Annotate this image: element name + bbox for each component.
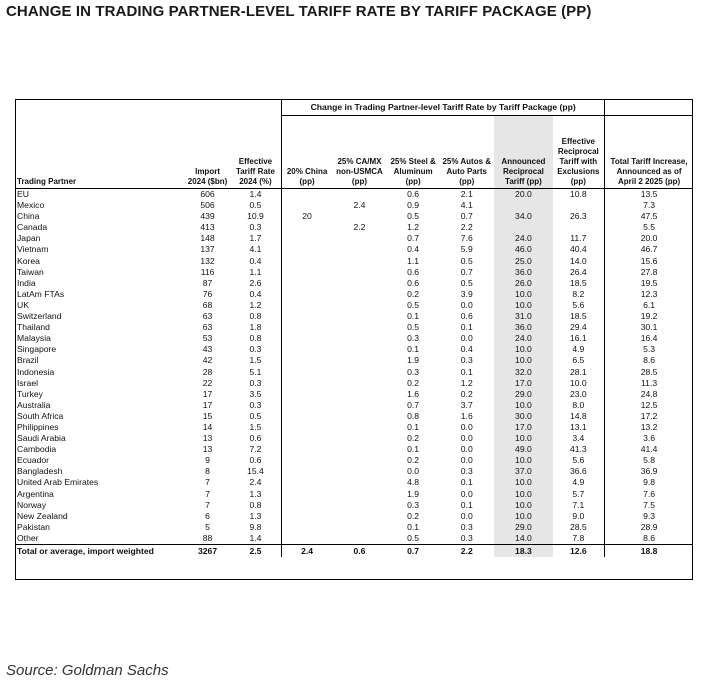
row-label: Turkey [17,388,43,399]
column-header: 25% Autos & Auto Parts (pp) [439,116,494,189]
table-cell: 5.9 [460,244,473,255]
table-cell: 0.1 [407,421,420,432]
table-cell: 0.8 [249,499,262,510]
table-cell: 3267 [185,545,229,558]
table-cell: 34.0 [494,211,552,222]
table-cell: 0.8 [249,333,262,344]
table-cell: 6 [205,510,210,521]
table-cell: 0.7 [387,545,439,558]
table-cell: 7 [205,477,210,488]
table-cell: 20.0 [494,189,552,201]
table-cell: 12.3 [605,289,693,300]
table-cell: 11.7 [570,233,587,244]
table-cell: 4.9 [572,477,585,488]
table-cell: 18.8 [605,545,693,558]
table-cell: 28.1 [569,366,587,377]
table-cell: 0.7 [460,266,473,277]
table-cell: 31.0 [494,311,552,322]
table-cell: 0.1 [407,521,420,532]
row-label: Ecuador [17,455,50,466]
table-cell: 14.0 [494,533,552,545]
row-label: Philippines [17,421,59,432]
table-cell: 10.0 [569,377,587,388]
table-cell: 1.1 [249,266,262,277]
table-cell: 0.4 [249,288,262,299]
table-cell: 1.2 [249,299,262,310]
row-label: China [17,211,40,222]
table-cell: 9.3 [605,511,693,522]
table-cell: 0.3 [460,532,473,543]
table-cell: 0.3 [460,521,473,532]
table-cell: 0.0 [460,299,473,310]
table-cell: 2.2 [439,545,494,558]
table-cell: 28 [202,366,213,377]
table-cell: 0.5 [407,211,420,222]
table-cell: 148 [200,233,215,244]
table-cell: 7.1 [572,499,585,510]
table-cell: 10.0 [494,355,552,366]
table-cell: 9.8 [605,477,693,488]
table-cell: 0.2 [407,433,420,444]
table-cell: 3.5 [249,388,262,399]
table-cell: 10.0 [494,455,552,466]
table-cell: 4.9 [572,344,585,355]
table-cell: 7 [205,488,210,499]
table-cell: 17.2 [605,411,693,422]
table-cell: 29.0 [494,522,552,533]
table-cell: 0.3 [407,366,420,377]
table-cell: 29.0 [494,389,552,400]
row-label: Taiwan [17,266,44,277]
row-label: Cambodia [17,444,57,455]
table-cell: 10.0 [494,477,552,488]
table-cell: 46.0 [494,244,552,255]
table-cell: 1.4 [249,189,262,199]
table-cell: 1.1 [407,255,420,266]
table-cell: 9.0 [572,510,585,521]
row-label: Thailand [17,322,50,333]
table-cell: 116 [200,266,215,277]
table-cell: 16.1 [569,333,587,344]
table-cell: 1.9 [407,488,420,499]
row-label: Korea [17,255,40,266]
table-cell: 22 [202,377,213,388]
table-cell: 17.0 [494,422,552,433]
table-cell: 5.6 [572,455,585,466]
row-label: UK [17,299,29,310]
table-cell: 10.0 [494,300,552,311]
table-cell: 0.2 [407,377,420,388]
table-cell: 0.7 [407,233,420,244]
table-cell: 17 [202,388,213,399]
table-cell: 7.6 [605,489,693,500]
row-label: India [17,277,36,288]
table-cell: 25.0 [494,256,552,267]
table-cell: 41.4 [605,444,693,455]
table-cell: 0.3 [249,344,262,355]
table-cell: 63 [202,322,213,333]
table-cell: 20 [282,211,332,222]
table-cell: 14.0 [569,255,587,266]
table-cell: 5.6 [572,299,585,310]
table-cell: 4.1 [460,200,473,211]
table-cell: 9.8 [249,521,262,532]
table-cell: 13.2 [605,422,693,433]
table-cell: 5.3 [605,344,693,355]
column-header: Total Tariff Increase, Announced as of April 2 2025 (pp) [605,116,693,189]
table-cell: 413 [200,222,215,233]
table-cell: 0.6 [407,277,420,288]
table-cell: 30.1 [605,322,693,333]
table-cell: 15 [202,410,213,421]
row-label: EU [17,189,29,199]
table-cell: 8 [205,466,210,477]
table-cell: 5 [205,521,210,532]
table-cell: 0.4 [407,244,420,255]
row-label: New Zealand [17,510,68,521]
table-cell: 0.6 [407,266,420,277]
table-cell: 87 [202,277,213,288]
row-label: Singapore [17,344,57,355]
table-cell: 0.8 [249,311,262,322]
page-title: CHANGE IN TRADING PARTNER-LEVEL TARIFF RATE BY TARIFF PACKAGE (PP) [6,3,592,20]
row-label: Argentina [17,488,54,499]
table-cell: 0.0 [460,444,473,455]
table-cell: 8.6 [605,355,693,366]
column-header: 25% Steel & Aluminum (pp) [387,116,439,189]
table-cell: 0.6 [407,189,420,199]
table-cell: 2.2 [353,222,366,233]
table-cell: 1.6 [460,410,473,421]
table-cell: 24.0 [494,233,552,244]
table-cell: 0.3 [407,499,420,510]
table-cell: 7.5 [605,500,693,511]
table-cell: 8.0 [572,399,585,410]
table-cell: 36.9 [605,466,693,477]
table-cell: 7.6 [460,233,473,244]
table-cell: 5.5 [605,222,693,233]
table-cell: 0.7 [407,399,420,410]
table-cell: 1.8 [249,322,262,333]
table-cell: 5.7 [572,488,585,499]
row-label: Norway [17,499,47,510]
table-cell: 36.0 [494,267,552,278]
table-cell: 10.0 [494,344,552,355]
table-cell: 41.3 [569,444,587,455]
table-cell: 1.4 [249,532,262,543]
table-cell: 17 [202,399,213,410]
table-cell: 0.1 [460,499,473,510]
table-cell: 2.2 [460,222,473,233]
row-label: Mexico [17,200,45,211]
table-cell: 0.3 [249,377,262,388]
row-label: Bangladesh [17,466,63,477]
table-cell: 68 [202,299,213,310]
table-cell: 0.5 [249,410,262,421]
table-cell: 13 [202,433,213,444]
table-cell: 0.6 [460,311,473,322]
table-cell: 1.2 [407,222,420,233]
group-header: Change in Trading Partner-level Tariff Rate by Tariff Package (pp) [282,99,605,116]
table-cell: 1.6 [407,388,420,399]
table-cell: 3.4 [572,433,585,444]
table-cell: 28.9 [605,522,693,533]
column-header: 25% CA/MX non-USMCA (pp) [332,116,387,189]
table-cell: 0.3 [249,222,262,233]
table-cell: 10.0 [494,511,552,522]
table-cell: 76 [202,288,213,299]
table-cell: 0.0 [460,510,473,521]
table-cell: 0.8 [407,410,420,421]
table-cell: 16.4 [605,333,693,344]
table-cell: 0.0 [460,421,473,432]
row-label: Australia [17,399,51,410]
table-cell: 14 [202,421,213,432]
row-label: Brazil [17,355,39,366]
table-cell: 1.9 [407,355,420,366]
table-cell: 10.0 [494,400,552,411]
table-frame [15,99,693,580]
table-cell: 10.9 [247,211,264,222]
table-cell: 0.6 [332,545,387,558]
row-label: Pakistan [17,521,50,532]
table-cell: 0.6 [249,455,262,466]
table-cell: 18.5 [569,277,587,288]
table-cell: 0.5 [407,299,420,310]
table-cell: 0.6 [249,433,262,444]
table-cell: 0.0 [460,333,473,344]
row-label: Other [17,532,39,543]
table-cell: 0.5 [407,322,420,333]
table-cell: 18.3 [494,545,552,558]
table-cell: 0.1 [407,444,420,455]
source-note: Source: Goldman Sachs [6,662,169,679]
column-header: Effective Tariff Rate 2024 (%) [230,116,282,189]
row-label: LatAm FTAs [17,288,65,299]
table-cell: 8.6 [605,533,693,545]
table-cell: 606 [200,189,215,199]
table-cell: 0.3 [407,333,420,344]
table-cell: 2.1 [460,189,473,199]
table-cell: 4.8 [407,477,420,488]
column-header: Import 2024 ($bn) [185,116,229,189]
column-header: 20% China (pp) [282,116,332,189]
table-cell: 0.3 [460,466,473,477]
table-cell: 23.0 [569,388,587,399]
table-cell: 1.2 [460,377,473,388]
table-cell: 8.2 [572,288,585,299]
table-cell: 0.1 [407,344,420,355]
table-cell: 14.8 [569,410,587,421]
table-cell: 0.0 [460,488,473,499]
row-label: Japan [17,233,41,244]
table-cell: 7 [205,499,210,510]
table-cell: 0.5 [460,277,473,288]
table-cell: 19.2 [605,311,693,322]
table-cell: 63 [202,311,213,322]
table-cell: 12.6 [553,545,605,558]
table-cell: 0.2 [407,455,420,466]
table-cell: 5.8 [605,455,693,466]
table-cell: 0.4 [249,255,262,266]
table-cell: 6.1 [605,300,693,311]
table-cell: 1.5 [249,421,262,432]
table-cell: 36.6 [569,466,587,477]
column-header: Effective Reciprocal Tariff with Exclusions (pp) [553,116,605,189]
table-cell: 0.0 [460,433,473,444]
table-cell: 88 [202,532,213,543]
row-label: United Arab Emirates [17,477,99,488]
table-cell: 37.0 [494,466,552,477]
table-cell: 26.3 [569,211,587,222]
row-label: Canada [17,222,48,233]
row-label: Malaysia [17,333,51,344]
table-cell: 2.5 [230,545,282,558]
table-cell: 6.5 [572,355,585,366]
table-cell: 0.5 [249,200,262,211]
table-cell: 24.8 [605,389,693,400]
table-cell: 0.3 [249,399,262,410]
table-cell: 12.5 [605,400,693,411]
table-cell: 0.2 [407,510,420,521]
table-cell: 20.0 [605,233,693,244]
table-cell: 0.3 [460,355,473,366]
table-cell: 24.0 [494,333,552,344]
table-cell: 4.1 [249,244,262,255]
table-cell: 43 [202,344,213,355]
table-cell: 2.4 [282,545,332,558]
row-label: Israel [17,377,39,388]
table-cell: 0.1 [460,322,473,333]
table-cell: 13 [202,444,213,455]
table-cell: 42 [202,355,213,366]
row-label: Total or average, import weighted [15,545,185,558]
table-cell: 1.7 [249,233,262,244]
table-cell: 5.1 [249,366,262,377]
table-cell: 15.6 [605,256,693,267]
table-cell: 0.5 [460,255,473,266]
row-label: Switzerland [17,311,62,322]
table-cell: 10.8 [569,189,587,199]
table-cell: 26.0 [494,278,552,289]
table-cell: 3.6 [605,433,693,444]
table-cell: 27.8 [605,267,693,278]
table-cell: 7.2 [249,444,262,455]
table-cell: 0.2 [460,388,473,399]
table-cell: 10.0 [494,500,552,511]
table-cell: 7.8 [572,532,585,543]
table-cell: 49.0 [494,444,552,455]
table-cell: 0.1 [460,477,473,488]
table-cell: 3.7 [460,399,473,410]
table-cell: 11.3 [605,378,693,389]
table-cell: 1.3 [249,510,262,521]
table-cell: 40.4 [569,244,587,255]
table-cell: 137 [200,244,215,255]
table-cell: 2.4 [353,200,366,211]
table-cell: 53 [202,333,213,344]
table-cell: 18.5 [569,311,587,322]
table-cell: 13.1 [569,421,587,432]
table-cell: 10.0 [494,489,552,500]
row-label: Saudi Arabia [17,433,66,444]
table-cell: 7.3 [605,200,693,211]
table-cell: 30.0 [494,411,552,422]
table-cell: 9 [205,455,210,466]
table-cell: 46.7 [605,244,693,255]
table-cell: 36.0 [494,322,552,333]
table-cell: 0.2 [407,288,420,299]
table-cell: 10.0 [494,433,552,444]
table-cell: 0.1 [407,311,420,322]
table-cell: 29.4 [569,322,587,333]
table-cell: 3.9 [460,288,473,299]
table-cell: 19.5 [605,278,693,289]
table-cell: 0.4 [460,344,473,355]
table-cell: 2.4 [249,477,262,488]
table-cell: 28.5 [569,521,587,532]
table-cell: 10.0 [494,289,552,300]
table-cell: 506 [200,200,215,211]
table-cell: 26.4 [569,266,587,277]
table-cell: 15.4 [247,466,264,477]
table-cell: 0.0 [407,466,420,477]
table-cell: 439 [200,211,215,222]
table-cell: 32.0 [494,367,552,378]
table-cell: 17.0 [494,378,552,389]
table-cell: 28.5 [605,367,693,378]
table-cell: 1.5 [249,355,262,366]
table-cell: 0.7 [460,211,473,222]
row-label: South Africa [17,410,64,421]
column-header: Announced Reciprocal Tariff (pp) [494,116,552,189]
row-label: Vietnam [17,244,49,255]
table-cell: 0.9 [407,200,420,211]
table-cell: 132 [200,255,215,266]
table-cell: 2.6 [249,277,262,288]
table-cell: 1.3 [249,488,262,499]
table-cell: 0.5 [407,532,420,543]
row-label: Indonesia [17,366,55,377]
table-cell: 0.0 [460,455,473,466]
table-cell: 0.1 [460,366,473,377]
table-cell: 13.5 [605,189,693,201]
table-cell: 47.5 [605,211,693,222]
column-header: Trading Partner [15,116,185,189]
